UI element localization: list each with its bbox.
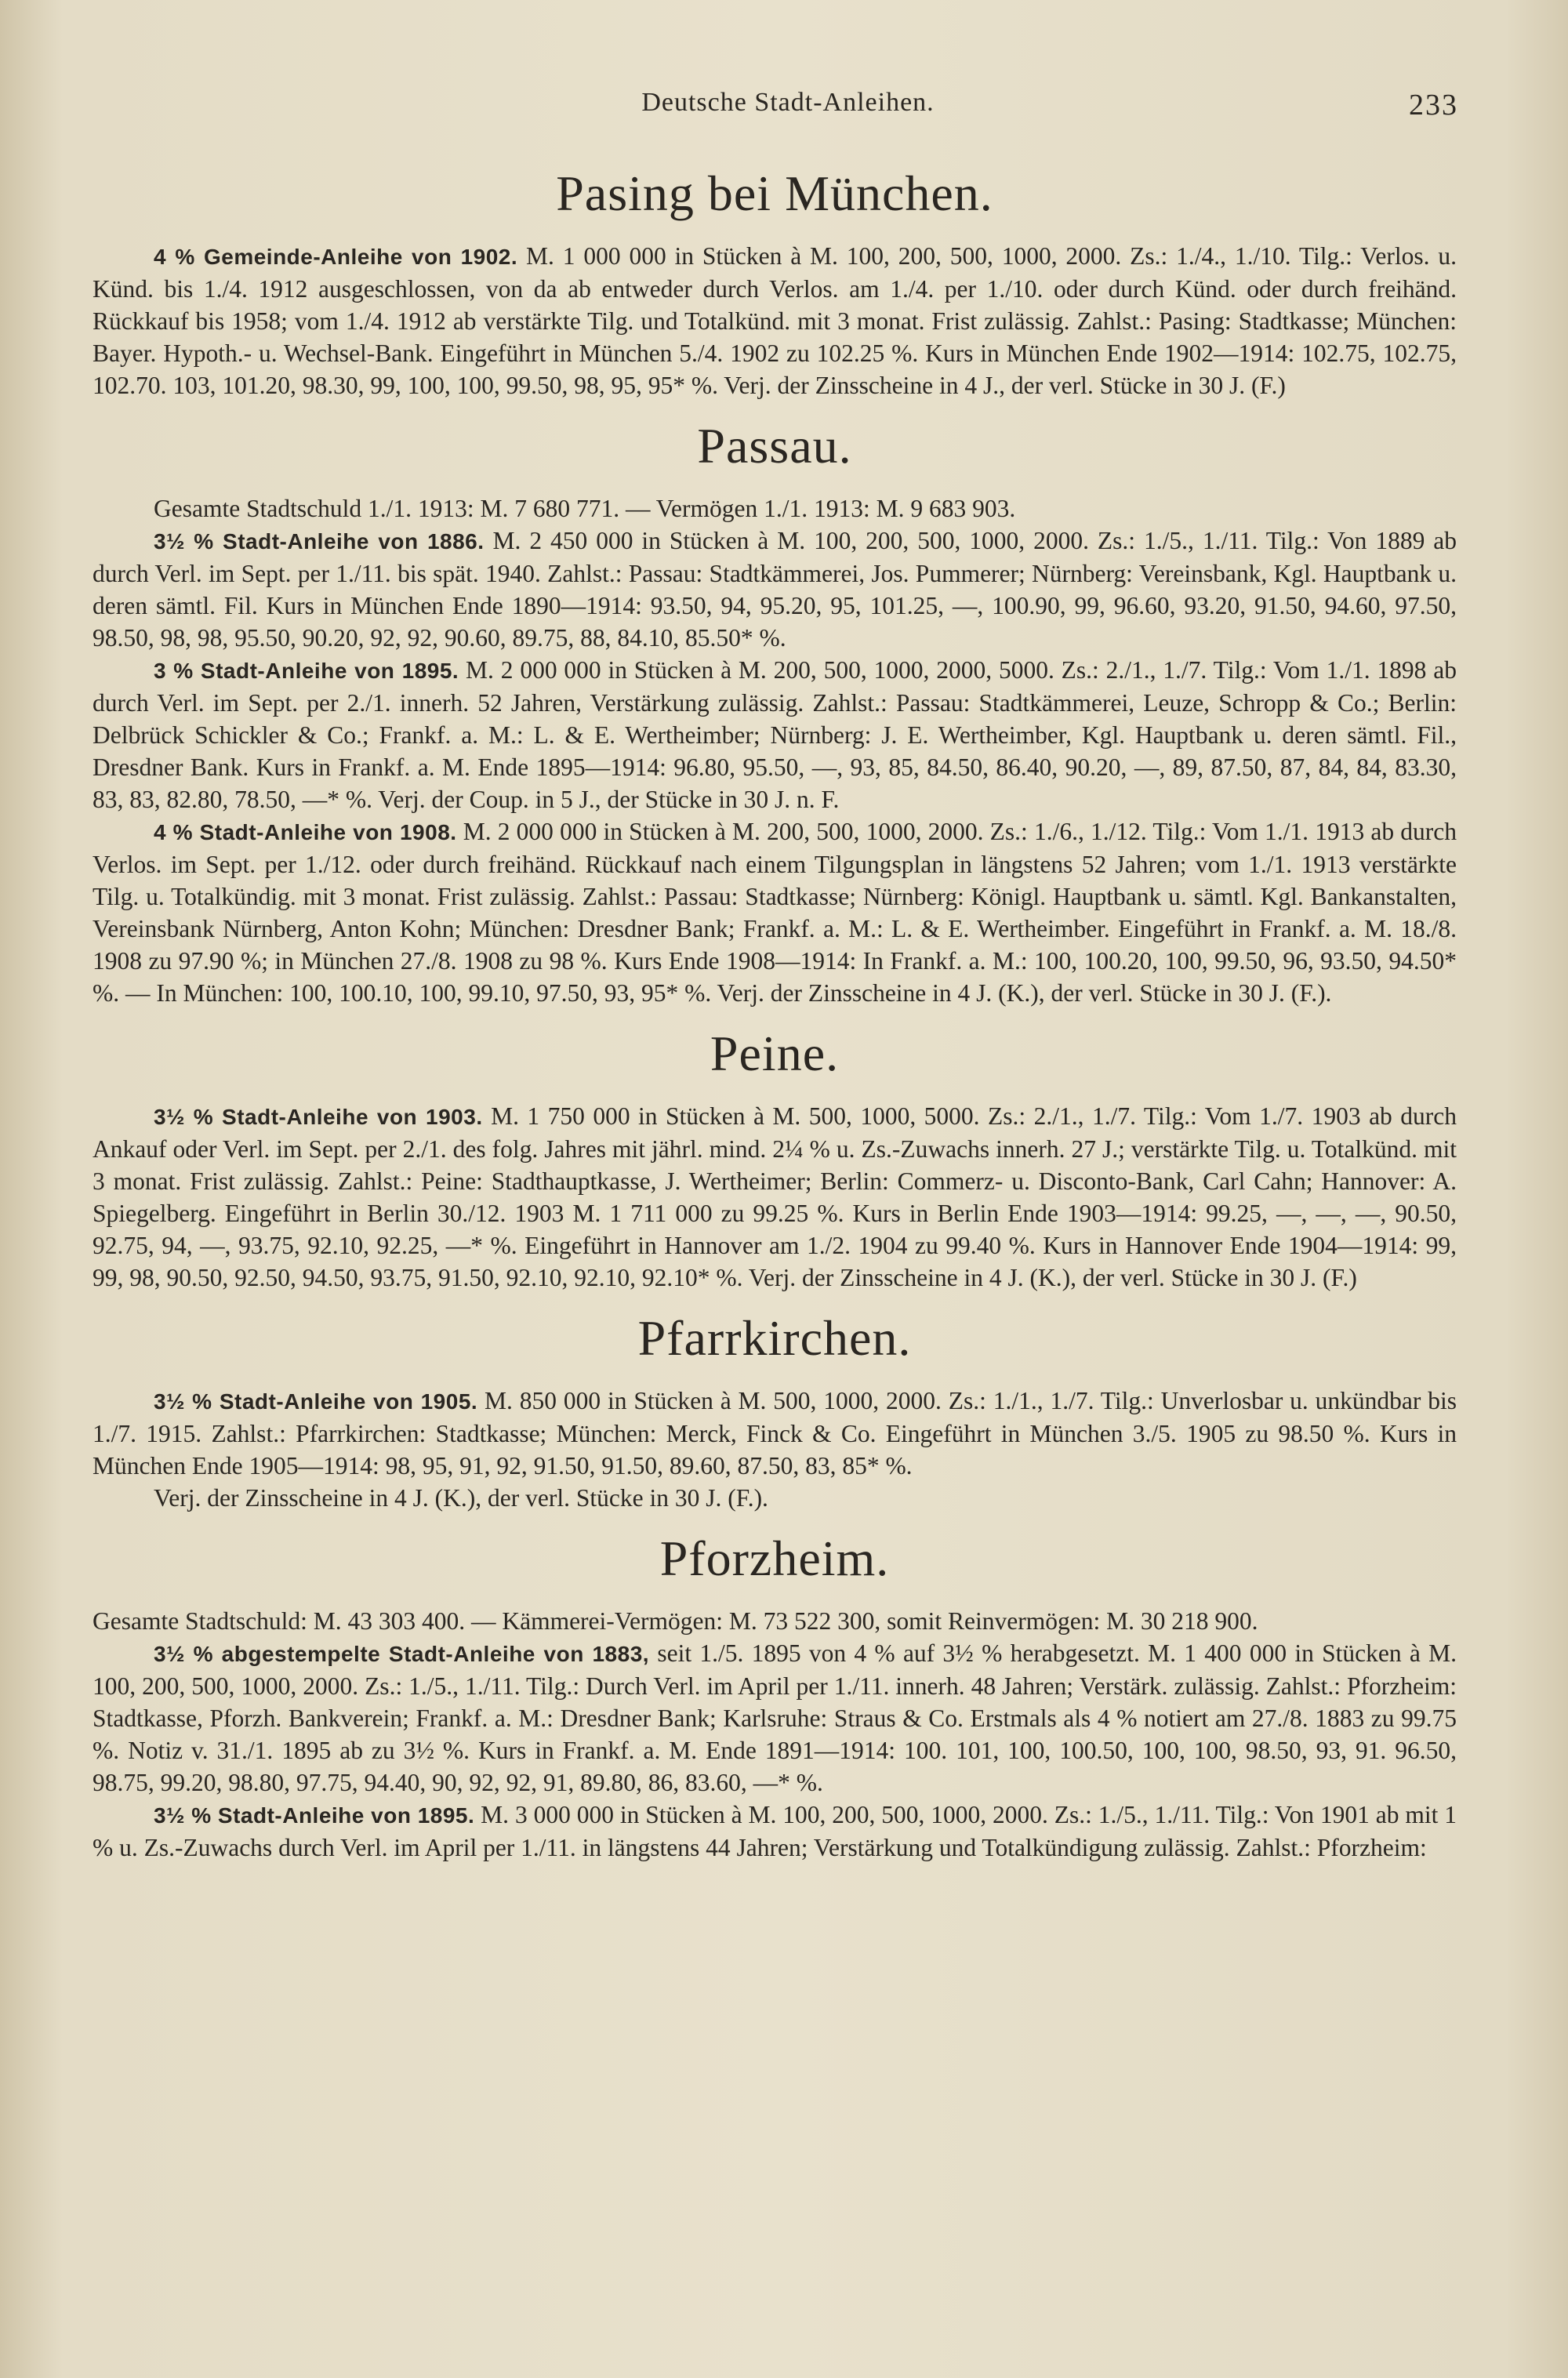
bond-title: 3½ % Stadt-Anleihe von 1905.	[154, 1389, 478, 1414]
entry-paragraph	[93, 815, 1457, 1009]
entry-text: M. 2 450 000 in Stücken à M. 100, 200, 500, 1000, 2000. Zs.: 1./5., 1./11. Tilg.: Von 1889 ab durch Verl. im Sept. per 1./11. bis spät. 1940. Zahlst.: Passau: Stadtkämmerei, Jos. Pummerer; Nürnberg: Vereinsbank, Kgl. Hauptbank u. deren sämtl. Fil. Kurs in München Ende 1890—1914: 93.50, 94, 95.20, 95, 101.25, —, 100.90, 99, 96.60, 93.20, 91.50, 94.60, 97.50, 98.50, 98, 98, 95.50, 90.20, 92, 92, 90.60, 89.75, 88, 84.10, 85.50* %.	[93, 527, 1457, 652]
city-heading-pforzheim: Pforzheim.	[659, 1530, 890, 1586]
entry-text: seit 1./5. 1895 von 4 % auf 3½ % herabgesetzt. M. 1 400 000 in Stücken à M. 100, 200, 500, 1000, 2000. Zs.: 1./5., 1./11. Tilg.: Durch Verl. im April per 1./11. innerh. 48 Jahren; Verstärk. zulässig. Zahlst.: Pforzheim: Stadtkasse, Pforzh. Bankverein; Frankf. a. M.: Dresdner Bank; Karlsruhe: Straus & Co. Erstmals als 4 % notiert am 27./8. 1883 zu 99.75 %. Notiz v. 31./1. 1895 ab zu 3½ %. Kurs in Frankf. a. M. Ende 1891—1914: 100. 101, 100, 100.50, 100, 100, 98.50, 93, 91. 96.50, 98.75, 99.20, 98.80, 97.75, 94.40, 90, 92, 92, 91, 89.80, 86, 83.60, —* %.	[93, 1639, 1457, 1796]
page-content	[93, 149, 1457, 1864]
entry-text: M. 3 000 000 in Stücken à M. 100, 200, 500, 1000, 2000. Zs.: 1./5., 1./11. Tilg.: Von 1901 ab mit 1 % u. Zs.-Zuwachs durch Verl. im April per 1./11. in längstens 44 Jahren; Verstärkung und Totalkündigung zulässig. Zahlst.: Pforzheim:	[93, 1801, 1457, 1861]
page-header	[94, 88, 1482, 135]
city-summary: Gesamte Stadtschuld: M. 43 303 400. — Kämmerei-Vermögen: M. 73 522 300, somit Reinvermögen: M. 30 218 900.	[93, 1607, 1258, 1635]
entry-text: M. 1 750 000 in Stücken à M. 500, 1000, 5000. Zs.: 2./1., 1./7. Tilg.: Vom 1./7. 1903 ab durch Ankauf oder Verl. im Sept. per 2./1. des folg. Jahres mit jährl. mind. 2¼ % u. Zs.-Zuwachs innerh. 27 J.; verstärkte Tilg. u. Totalkünd. mit 3 monat. Frist zulässig. Zahlst.: Peine: Stadthauptkasse, J. Wertheimer; Berlin: Commerz- u. Disconto-Bank, Carl Cahn; Hannover: A. Spiegelberg. Eingeführt in Berlin 30./12. 1903 M. 1 711 000 zu 99.25 %. Kurs in Berlin Ende 1903—1914: 99.25, —, —, —, 90.50, 92.75, 94, —, 93.75, 92.10, 92.25, —* %. Eingeführt in Hannover am 1./2. 1904 zu 99.40 %. Kurs in Hannover Ende 1904—1914: 99, 99, 98, 90.50, 92.50, 94.50, 93.75, 91.50, 92.10, 92.10, 92.10* %. Verj. der Zinsscheine in 4 J. (K.), der verl. Stücke in 30 J. (F.)	[93, 1102, 1457, 1291]
entry-paragraph	[93, 1799, 1457, 1864]
bond-title: 3½ % abgestempelte Stadt-Anleihe von 1883,	[154, 1642, 650, 1666]
entry-text: M. 1 000 000 in Stücken à M. 100, 200, 500, 1000, 2000. Zs.: 1./4., 1./10. Tilg.: Verlos. u. Künd. bis 1./4. 1912 ausgeschlossen, von da ab entweder durch Verlos. am 1./4. per 1./10. oder durch Künd. oder durch freihänd. Rückkauf bis 1958; vom 1./4. 1912 ab verstärkte Tilg. und Totalkünd. mit 3 monat. Frist zulässig. Zahlst.: Pasing: Stadtkasse; München: Bayer. Hypoth.- u. Wechsel-Bank. Eingeführt in München 5./4. 1902 zu 102.25 %. Kurs in München Ende 1902—1914: 102.75, 102.75, 102.70. 103, 101.20, 98.30, 99, 100, 100, 99.50, 98, 95, 95* %. Verj. der Zinsscheine in 4 J., der verl. Stücke in 30 J. (F.)	[93, 242, 1457, 399]
bond-title: 3½ % Stadt-Anleihe von 1886.	[154, 529, 485, 554]
entry-paragraph	[93, 654, 1457, 815]
bond-title: 3½ % Stadt-Anleihe von 1903.	[154, 1105, 483, 1129]
bond-title: 3½ % Stadt-Anleihe von 1895.	[154, 1803, 475, 1828]
city-heading-peine: Peine.	[710, 1026, 840, 1081]
city-heading-passau: Passau.	[697, 418, 852, 474]
city-summary: Gesamte Stadtschuld 1./1. 1913: M. 7 680 771. — Vermögen 1./1. 1913: M. 9 683 903.	[154, 495, 1016, 522]
entry-text: M. 2 000 000 in Stücken à M. 200, 500, 1000, 2000, 5000. Zs.: 2./1., 1./7. Tilg.: Vom 1./1. 1898 ab durch Verl. im Sept. per 2./1. innerh. 52 Jahren, Verstärkung zulässig. Zahlst.: Passau: Stadtkämmerei, Leuze, Schropp & Co.; Berlin: Delbrück Schickler & Co.; Frankf. a. M.: L. & E. Wertheimber; Nürnberg: J. E. Wertheimber, Kgl. Hauptbank u. deren sämtl. Fil., Dresdner Bank. Kurs in Frankf. a. M. Ende 1895—1914: 96.80, 95.50, —, 93, 85, 84.50, 86.40, 90.20, —, 89, 87.50, 87, 84, 84, 83.30, 83, 83, 82.80, 78.50, —* %. Verj. der Coup. in 5 J., der Stücke in 30 J. n. F.	[93, 656, 1457, 813]
entry-text: M. 850 000 in Stücken à M. 500, 1000, 2000. Zs.: 1./1., 1./7. Tilg.: Unverlosbar u. unkündbar bis 1./7. 1915. Zahlst.: Pfarrkirchen: Stadtkasse; München: Merck, Finck & Co. Eingeführt in München 3./5. 1905 zu 98.50 %. Kurs in München Ende 1905—1914: 98, 95, 91, 92, 91.50, 91.50, 89.60, 87.50, 83, 85* %.	[93, 1387, 1457, 1479]
city-heading-pasing: Pasing bei München.	[556, 165, 993, 221]
entry-text: Verj. der Zinsscheine in 4 J. (K.), der verl. Stücke in 30 J. (F.).	[154, 1484, 768, 1512]
entry-paragraph	[93, 240, 1457, 401]
bond-title: 4 % Stadt-Anleihe von 1908.	[154, 820, 457, 844]
entry-paragraph	[93, 1385, 1457, 1482]
page-number: 233	[1409, 89, 1458, 122]
entry-paragraph	[93, 525, 1457, 654]
bond-title: 4 % Gemeinde-Anleihe von 1902.	[154, 245, 518, 269]
entry-paragraph	[93, 1100, 1457, 1294]
city-heading-pfarrkirchen: Pfarrkirchen.	[637, 1310, 912, 1366]
running-title: Deutsche Stadt-Anleihen.	[641, 88, 935, 117]
entry-paragraph	[93, 1482, 1457, 1514]
entry-text: M. 2 000 000 in Stücken à M. 200, 500, 1000, 2000. Zs.: 1./6., 1./12. Tilg.: Vom 1./1. 1913 ab durch Verlos. im Sept. per 1./12. oder durch freihänd. Rückkauf nach einem Tilgungsplan in längstens 52 Jahren; vom 1./1. 1913 verstärkte Tilg. u. Totalkündig. mit 3 monat. Frist zulässig. Zahlst.: Passau: Stadtkasse; Nürnberg: Königl. Hauptbank u. sämtl. Kgl. Bankanstalten, Vereinsbank Nürnberg, Anton Kohn; München: Dresdner Bank; Frankf. a. M.: L. & E. Wertheimber. Eingeführt in Frankf. a. M. 18./8. 1908 zu 97.90 %; in München 27./8. 1908 zu 98 %. Kurs Ende 1908—1914: In Frankf. a. M.: 100, 100.20, 100, 99.50, 96, 93.50, 94.50* %. — In München: 100, 100.10, 100, 99.10, 97.50, 93, 95* %. Verj. der Zinsscheine in 4 J. (K.), der verl. Stücke in 30 J. (F.).	[93, 818, 1457, 1007]
entry-paragraph	[93, 1637, 1457, 1799]
bond-title: 3 % Stadt-Anleihe von 1895.	[154, 659, 459, 683]
